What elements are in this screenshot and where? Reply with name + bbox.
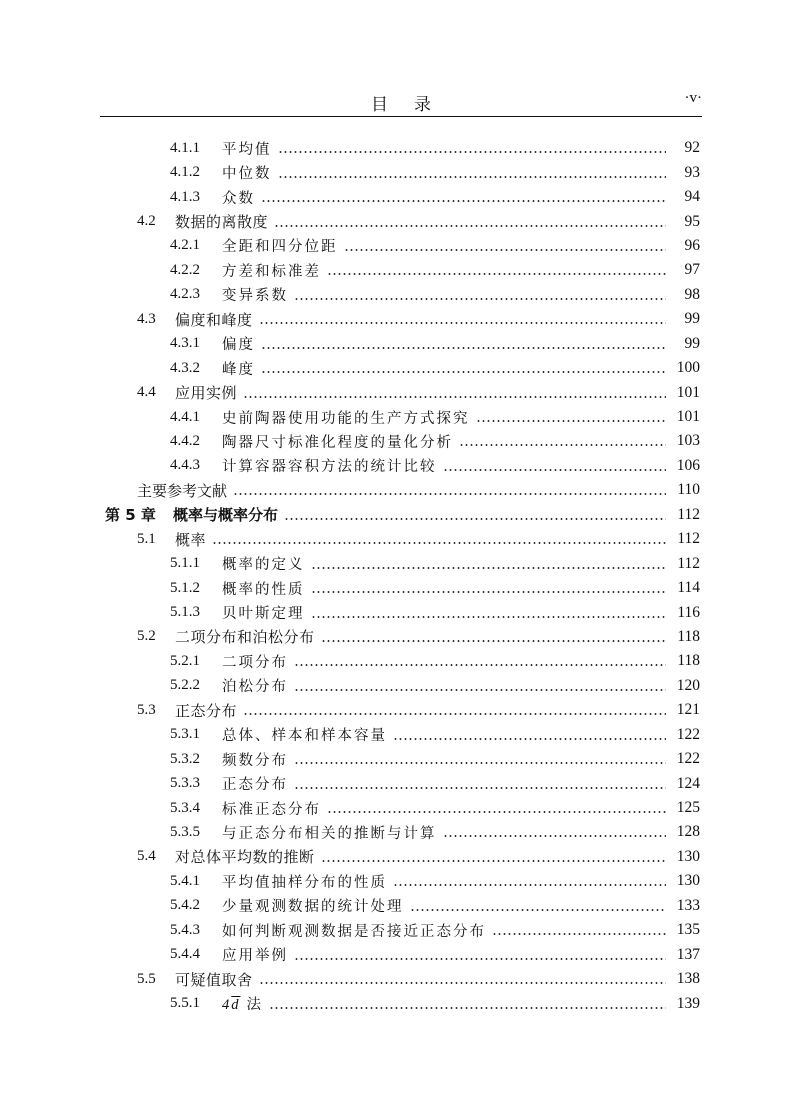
toc-entry-title: 贝叶斯定理 bbox=[222, 606, 305, 623]
toc-entry-title: 方差和标准差 bbox=[222, 263, 321, 280]
toc-entry-page: 94 bbox=[684, 188, 700, 206]
toc-entry bbox=[0, 307, 800, 331]
toc-entry-page: 99 bbox=[684, 310, 700, 328]
dot-leader bbox=[294, 948, 666, 962]
dot-leader bbox=[344, 239, 667, 253]
toc-entry-title: 概率的定义 bbox=[222, 557, 305, 574]
header-page-number: ·v· bbox=[684, 90, 702, 106]
toc-entry-title: 少量观测数据的统计处理 bbox=[222, 899, 404, 916]
toc-entry-page: 138 bbox=[676, 970, 700, 988]
toc-entry-page: 130 bbox=[676, 872, 700, 890]
toc-entry-title: 中位数 bbox=[222, 166, 272, 183]
toc-entry-title: 应用举例 bbox=[222, 948, 288, 965]
dot-leader bbox=[327, 801, 666, 815]
toc-entry-number: 5.3.2 bbox=[170, 750, 200, 767]
toc-entry bbox=[0, 625, 800, 649]
toc-entry-title: 平均值 bbox=[222, 141, 272, 158]
dot-leader bbox=[321, 850, 666, 864]
toc-entry-number: 4.4 bbox=[137, 384, 156, 401]
toc-entry-number: 5.4 bbox=[137, 848, 156, 865]
toc-entry-title: 二项分布 bbox=[222, 654, 288, 671]
toc-entry bbox=[0, 136, 800, 160]
dot-leader bbox=[294, 654, 666, 668]
toc-entry-title: 标准正态分布 bbox=[222, 801, 321, 818]
dot-leader bbox=[278, 141, 667, 155]
toc-entry-page: 103 bbox=[676, 432, 700, 450]
toc-entry bbox=[0, 234, 800, 258]
toc-entry-title: 频数分布 bbox=[222, 752, 288, 769]
dot-leader bbox=[212, 532, 666, 546]
toc-entry bbox=[0, 380, 800, 404]
toc-entry-number: 5.1 bbox=[137, 530, 156, 547]
dot-leader bbox=[393, 728, 666, 742]
toc-entry-page: 121 bbox=[676, 701, 700, 719]
dot-leader bbox=[274, 215, 666, 229]
toc-entry-page: 106 bbox=[676, 456, 700, 474]
toc-entry-title: 应用实例 bbox=[175, 384, 238, 403]
toc-entry bbox=[0, 283, 800, 307]
toc-entry-page: 97 bbox=[684, 261, 700, 279]
toc-entry bbox=[0, 332, 800, 356]
toc-entry-number: 5.1.1 bbox=[170, 555, 200, 572]
toc-entry-number: 4.4.1 bbox=[170, 408, 200, 425]
toc-entry-page: 122 bbox=[676, 725, 700, 743]
toc-entry-page: 112 bbox=[677, 554, 700, 572]
dot-leader bbox=[261, 337, 666, 351]
toc-entry-number: 5.3.1 bbox=[170, 726, 200, 743]
toc-entry-page: 95 bbox=[684, 212, 700, 230]
toc-entry bbox=[0, 820, 800, 844]
toc-entry bbox=[0, 600, 800, 624]
toc-entry-page: 114 bbox=[677, 579, 700, 597]
toc-entry-page: 125 bbox=[676, 799, 700, 817]
dot-leader bbox=[443, 825, 667, 839]
toc-entry bbox=[0, 796, 800, 820]
toc-entry bbox=[0, 503, 800, 527]
toc-entry-number: 5.2.2 bbox=[170, 677, 200, 694]
toc-entry-page: 100 bbox=[676, 359, 700, 377]
toc-entry bbox=[0, 160, 800, 184]
dot-leader bbox=[294, 288, 666, 302]
dot-leader bbox=[294, 679, 666, 693]
dot-leader bbox=[327, 263, 666, 277]
toc-entry-number: 4.1.3 bbox=[170, 188, 200, 205]
toc-entry-page: 120 bbox=[676, 676, 700, 694]
toc-entry-page: 110 bbox=[677, 481, 700, 499]
dot-leader bbox=[259, 312, 666, 326]
toc-entry-number: 4.3 bbox=[137, 310, 156, 327]
toc-entry-page: 133 bbox=[676, 896, 700, 914]
toc-entry-page: 135 bbox=[676, 921, 700, 939]
dot-leader bbox=[459, 434, 666, 448]
toc-entry-number: 5.4.4 bbox=[170, 946, 200, 963]
toc-entry-number: 5.4.2 bbox=[170, 897, 200, 914]
toc-entry-page: 101 bbox=[676, 408, 700, 426]
toc-entry-page: 112 bbox=[677, 505, 700, 523]
toc-entry bbox=[0, 258, 800, 282]
toc-entry-title: 总体、样本和样本容量 bbox=[222, 728, 387, 745]
toc-entry-title: 数据的离散度 bbox=[175, 213, 269, 232]
dot-leader bbox=[311, 581, 667, 595]
toc-entry-title: 全距和四分位距 bbox=[222, 239, 338, 256]
toc-entry bbox=[0, 576, 800, 600]
toc-entry-number: 4.3.1 bbox=[170, 335, 200, 352]
toc-entry-number: 4.2 bbox=[137, 213, 156, 230]
dot-leader bbox=[321, 630, 666, 644]
toc-entry-number: 5.1.3 bbox=[170, 604, 200, 621]
toc-entry-page: 101 bbox=[676, 383, 700, 401]
dot-leader bbox=[311, 557, 667, 571]
toc-entry-page: 122 bbox=[676, 750, 700, 768]
header-title: 目录 bbox=[371, 95, 457, 115]
toc-entry bbox=[0, 845, 800, 869]
toc-entry-title: 偏度和峰度 bbox=[175, 310, 253, 329]
toc-entry-page: 96 bbox=[684, 236, 700, 254]
toc-entry-number: 4.3.2 bbox=[170, 359, 200, 376]
toc-entry bbox=[0, 674, 800, 698]
toc-entry-page: 137 bbox=[676, 945, 700, 963]
toc-entry-page: 139 bbox=[676, 994, 700, 1012]
dot-leader bbox=[278, 166, 667, 180]
toc-entry-number: 4.2.1 bbox=[170, 237, 200, 254]
toc-entry bbox=[0, 894, 800, 918]
toc-entry bbox=[0, 527, 800, 551]
dot-leader bbox=[294, 777, 666, 791]
toc-entry bbox=[0, 185, 800, 209]
dot-leader bbox=[443, 459, 667, 473]
toc-entry-number: 5.1.2 bbox=[170, 579, 200, 596]
toc-entry-page: 112 bbox=[677, 530, 700, 548]
dot-leader bbox=[243, 703, 666, 717]
toc-entry-title: 如何判断观测数据是否接近正态分布 bbox=[222, 923, 486, 940]
toc-entry bbox=[0, 918, 800, 942]
toc-entry-page: 118 bbox=[677, 627, 700, 645]
toc-entry-page: 93 bbox=[684, 163, 700, 181]
toc-entry-title: 偏度 bbox=[222, 337, 255, 354]
toc-entry-title: 平均值抽样分布的性质 bbox=[222, 874, 387, 891]
dot-leader bbox=[284, 508, 666, 522]
toc-entry bbox=[0, 356, 800, 380]
toc-entry-title: 计算容器容积方法的统计比较 bbox=[222, 459, 437, 476]
toc-entry-page: 116 bbox=[677, 603, 700, 621]
toc-entry-page: 130 bbox=[676, 847, 700, 865]
toc-entry-number: 5.3.5 bbox=[170, 823, 200, 840]
toc-entry bbox=[0, 723, 800, 747]
toc-entry-number: 4.4.3 bbox=[170, 457, 200, 474]
toc-entry-number: 5.4.3 bbox=[170, 921, 200, 938]
dot-leader bbox=[410, 899, 667, 913]
dot-leader bbox=[294, 752, 666, 766]
toc-entry bbox=[0, 478, 800, 502]
toc-entry-number: 5.3.3 bbox=[170, 775, 200, 792]
toc-entry-number: 4.1.1 bbox=[170, 139, 200, 156]
dot-leader bbox=[269, 997, 666, 1011]
toc-entry-page: 98 bbox=[684, 285, 700, 303]
toc-entry-title: 概率的性质 bbox=[222, 581, 305, 598]
toc-entry-title: 主要参考文献 bbox=[137, 481, 228, 500]
toc-entry-number: 4.2.2 bbox=[170, 261, 200, 278]
toc-entry bbox=[0, 942, 800, 966]
toc-entry-number: 5.2.1 bbox=[170, 652, 200, 669]
toc-entry-number: 4.4.2 bbox=[170, 432, 200, 449]
toc-entry-title: 史前陶器使用功能的生产方式探究 bbox=[222, 410, 470, 427]
toc-entry-page: 92 bbox=[684, 139, 700, 157]
toc-entry-title: 概率 bbox=[175, 530, 207, 549]
toc-entry-number: 5.2 bbox=[137, 628, 156, 645]
toc-entry-page: 118 bbox=[677, 652, 700, 670]
toc-entry-page: 99 bbox=[684, 334, 700, 352]
toc-entry-number: 5.5 bbox=[137, 970, 156, 987]
dot-leader bbox=[243, 386, 666, 400]
toc-entry-title: 众数 bbox=[222, 190, 255, 207]
dot-leader bbox=[311, 606, 667, 620]
toc-entry-number: 4.1.2 bbox=[170, 164, 200, 181]
running-header bbox=[100, 88, 702, 114]
dot-leader bbox=[261, 190, 666, 204]
toc-entry bbox=[0, 454, 800, 478]
dot-leader bbox=[492, 923, 666, 937]
toc-entry bbox=[0, 209, 800, 233]
toc-entry bbox=[0, 405, 800, 429]
toc-entry bbox=[0, 747, 800, 771]
toc-entry bbox=[0, 991, 800, 1015]
toc-entry bbox=[0, 429, 800, 453]
dot-leader bbox=[233, 483, 666, 497]
toc-entry bbox=[0, 649, 800, 673]
dot-leader bbox=[261, 361, 666, 375]
toc-entry-number: 5.5.1 bbox=[170, 995, 200, 1012]
toc-entry-title: 可疑值取舍 bbox=[175, 970, 253, 989]
toc-entry-title: 对总体平均数的推断 bbox=[175, 848, 315, 867]
dot-leader bbox=[259, 972, 666, 986]
toc-entry-page: 128 bbox=[676, 823, 700, 841]
toc-entry-page: 124 bbox=[676, 774, 700, 792]
toc-entry-title: 与正态分布相关的推断与计算 bbox=[222, 825, 437, 842]
toc-entry-title: 概率与概率分布 bbox=[173, 506, 279, 525]
toc-entry bbox=[0, 967, 800, 991]
toc-entry-title: 陶器尺寸标准化程度的量化分析 bbox=[222, 434, 453, 451]
toc-entry-number: 第 5 章 bbox=[105, 506, 156, 525]
toc-entry-title: 变异系数 bbox=[222, 288, 288, 305]
header-rule bbox=[100, 116, 702, 117]
toc-entry-title: 正态分布 bbox=[175, 701, 238, 720]
toc-entry-title: 二项分布和泊松分布 bbox=[175, 628, 315, 647]
toc-entry-title: 峰度 bbox=[222, 361, 255, 378]
toc-entry-number: 5.3.4 bbox=[170, 799, 200, 816]
toc-entry-number: 4.2.3 bbox=[170, 286, 200, 303]
toc-entry bbox=[0, 698, 800, 722]
toc-entry-title: 正态分布 bbox=[222, 777, 288, 794]
toc-entry-number: 5.4.1 bbox=[170, 872, 200, 889]
toc-entry-title: $4\overline{d}$ 法 bbox=[222, 997, 263, 1014]
table-of-contents bbox=[0, 136, 800, 1016]
toc-entry bbox=[0, 869, 800, 893]
dot-leader bbox=[476, 410, 667, 424]
toc-entry-title: 泊松分布 bbox=[222, 679, 288, 696]
dot-leader bbox=[393, 874, 666, 888]
toc-entry bbox=[0, 551, 800, 575]
toc-entry bbox=[0, 771, 800, 795]
toc-entry-number: 5.3 bbox=[137, 701, 156, 718]
